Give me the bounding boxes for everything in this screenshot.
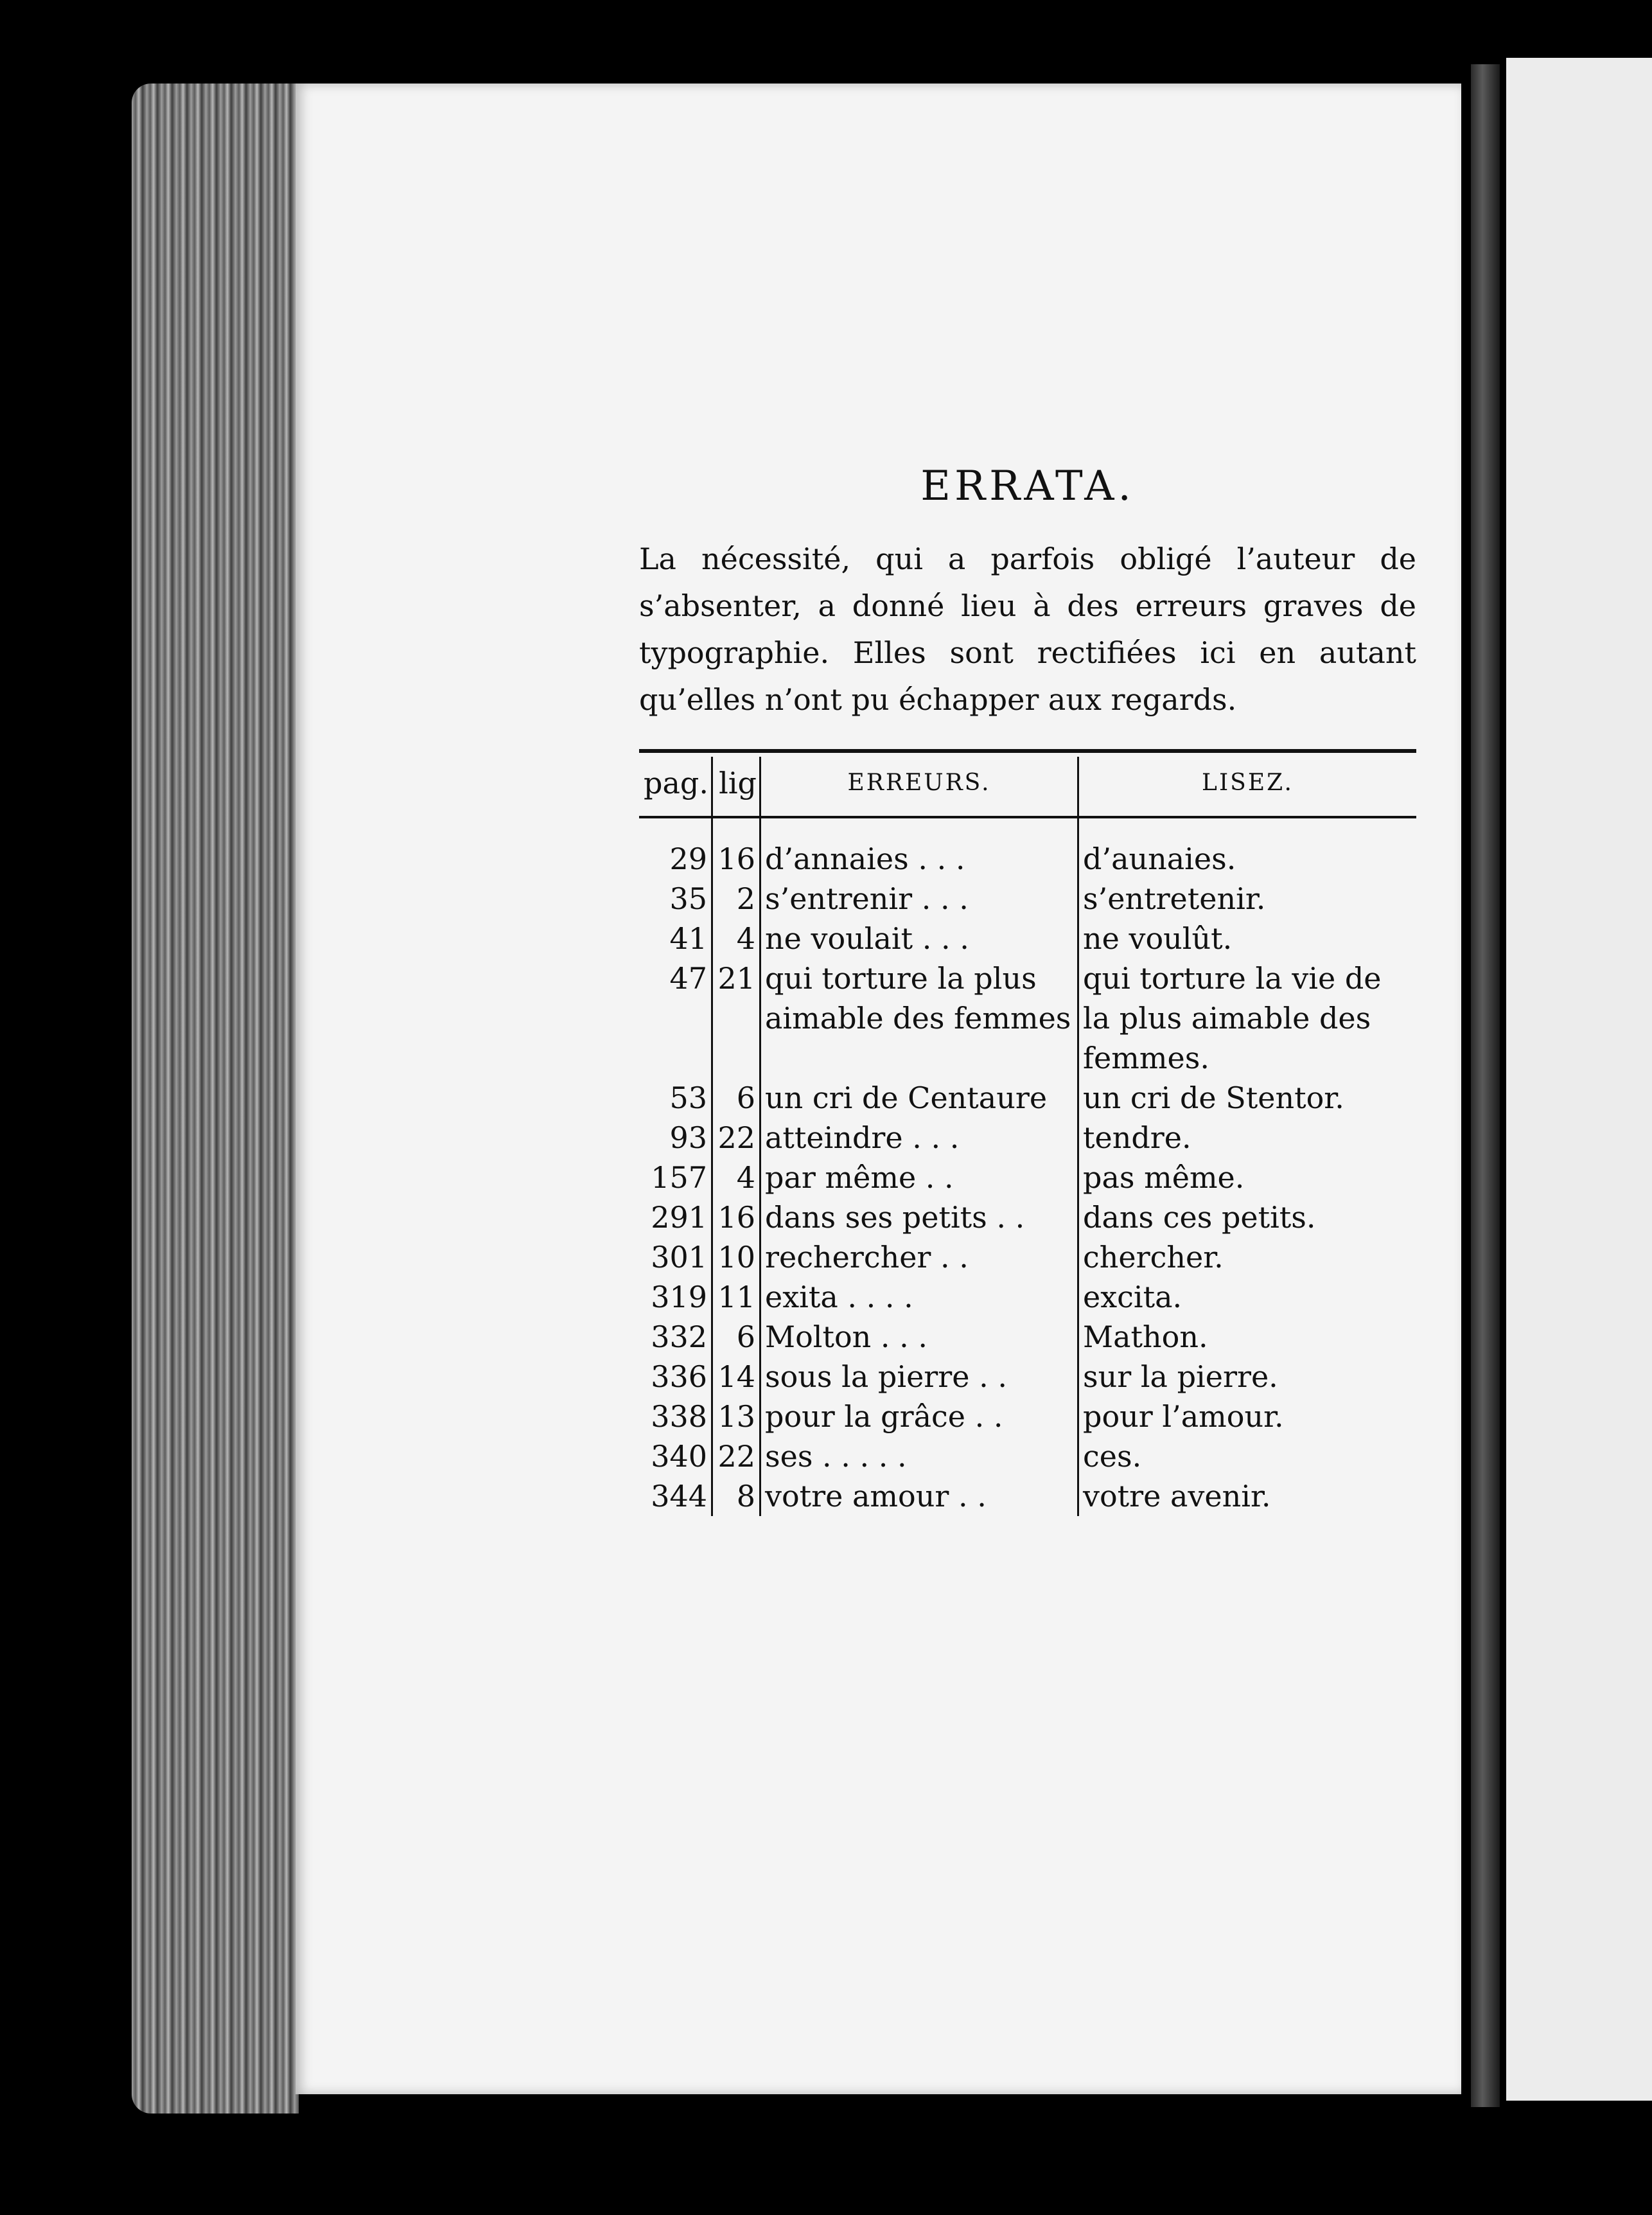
cell-lig: 8 <box>712 1476 760 1516</box>
cell-lisez: Mathon. <box>1083 1319 1208 1354</box>
cell-erreur: s’entrenir . . . <box>760 879 1078 919</box>
table-row <box>639 1317 1416 1357</box>
cell-lig: 22 <box>712 1436 760 1476</box>
cell-erreur: Molton . . . <box>760 1317 1078 1357</box>
cell-lig: 2 <box>712 879 760 919</box>
cell-lig: 22 <box>712 1118 760 1158</box>
cell-erreur: exita . . . . <box>760 1277 1078 1317</box>
cell-erreur: qui torture la plus aimable des femmes <box>760 958 1078 1078</box>
cell-lisez: excita. <box>1083 1280 1182 1314</box>
cell-pag: 338 <box>639 1397 712 1436</box>
cell-erreur: votre amour . . <box>760 1476 1078 1516</box>
cell-erreur: un cri de Centaure <box>760 1078 1078 1118</box>
intro-paragraph: La nécessité, qui a parfois obligé l’auteur de s’absenter, a donné lieu à des erreurs graves de typographie. Elles sont rectifiées ici en autant qu’elles n’ont pu échapper aux regards. <box>639 542 1416 717</box>
cell-lisez: s’entretenir. <box>1083 881 1266 916</box>
cell-lig: 16 <box>712 817 760 879</box>
book-spine-edge <box>132 84 299 2114</box>
cell-erreur: ne voulait . . . <box>760 919 1078 958</box>
cell-erreur: pour la grâce . . <box>760 1397 1078 1436</box>
cell-lisez: ces. <box>1083 1439 1142 1474</box>
table-row <box>639 1158 1416 1197</box>
table-body <box>639 817 1416 1516</box>
cell-lig: 10 <box>712 1237 760 1277</box>
cell-pag: 332 <box>639 1317 712 1357</box>
cell-pag: 41 <box>639 919 712 958</box>
cell-erreur: atteindre . . . <box>760 1118 1078 1158</box>
header-erreurs: ERREURS. <box>760 757 1078 817</box>
cell-pag: 29 <box>639 817 712 879</box>
cell-erreur: dans ses petits . . <box>760 1197 1078 1237</box>
errata-content <box>639 463 1416 1516</box>
table-row <box>639 1237 1416 1277</box>
page-gutter <box>1471 64 1500 2107</box>
cell-lisez: pour l’amour. <box>1083 1399 1284 1434</box>
cell-pag: 344 <box>639 1476 712 1516</box>
cell-erreur: sous la pierre . . <box>760 1357 1078 1397</box>
cell-lisez: d’aunaies. <box>1083 842 1236 876</box>
cell-lig: 21 <box>712 958 760 1078</box>
cell-lig: 6 <box>712 1078 760 1118</box>
header-lisez: LISEZ. <box>1078 757 1417 817</box>
header-pag: pag. <box>639 757 712 817</box>
cell-lisez: tendre. <box>1083 1120 1191 1155</box>
table-row <box>639 1357 1416 1397</box>
cell-erreur: ses . . . . . <box>760 1436 1078 1476</box>
cell-lisez: pas même. <box>1083 1160 1245 1195</box>
table-row <box>639 1397 1416 1436</box>
cell-pag: 93 <box>639 1118 712 1158</box>
cell-erreur: rechercher . . <box>760 1237 1078 1277</box>
table-row <box>639 1436 1416 1476</box>
cell-lig: 14 <box>712 1357 760 1397</box>
page-title: ERRATA. <box>920 463 1135 510</box>
cell-lisez: un cri de Stentor. <box>1083 1081 1344 1115</box>
cell-pag: 301 <box>639 1237 712 1277</box>
table-row <box>639 1476 1416 1516</box>
cell-pag: 157 <box>639 1158 712 1197</box>
table-row <box>639 1197 1416 1237</box>
table-row <box>639 1118 1416 1158</box>
table-row <box>639 919 1416 958</box>
cell-erreur: d’annaies . . . <box>760 817 1078 879</box>
cell-pag: 47 <box>639 958 712 1078</box>
cell-lig: 16 <box>712 1197 760 1237</box>
cell-lig: 6 <box>712 1317 760 1357</box>
cell-pag: 336 <box>639 1357 712 1397</box>
cell-pag: 291 <box>639 1197 712 1237</box>
table-row <box>639 1078 1416 1118</box>
cell-erreur: par même . . <box>760 1158 1078 1197</box>
cell-lig: 4 <box>712 919 760 958</box>
table-top-rule <box>639 749 1416 753</box>
cell-pag: 35 <box>639 879 712 919</box>
cell-lisez: votre avenir. <box>1083 1479 1271 1513</box>
cell-pag: 340 <box>639 1436 712 1476</box>
cell-lisez: sur la pierre. <box>1083 1359 1278 1394</box>
cell-lisez: chercher. <box>1083 1240 1224 1275</box>
table-header-row <box>639 757 1416 817</box>
table-row <box>639 958 1416 1078</box>
header-lig: lig <box>712 757 760 817</box>
errata-table <box>639 757 1416 1516</box>
cell-lig: 4 <box>712 1158 760 1197</box>
table-row <box>639 1277 1416 1317</box>
cell-lig: 13 <box>712 1397 760 1436</box>
cell-pag: 53 <box>639 1078 712 1118</box>
table-row <box>639 817 1416 879</box>
cell-lisez: qui torture la vie de la plus aimable des femmes. <box>1083 961 1382 1075</box>
cell-lig: 11 <box>712 1277 760 1317</box>
cell-pag: 319 <box>639 1277 712 1317</box>
cell-lisez: dans ces petits. <box>1083 1200 1316 1235</box>
table-row <box>639 879 1416 919</box>
facing-page-edge <box>1506 58 1652 2101</box>
cell-lisez: ne voulût. <box>1083 921 1233 956</box>
